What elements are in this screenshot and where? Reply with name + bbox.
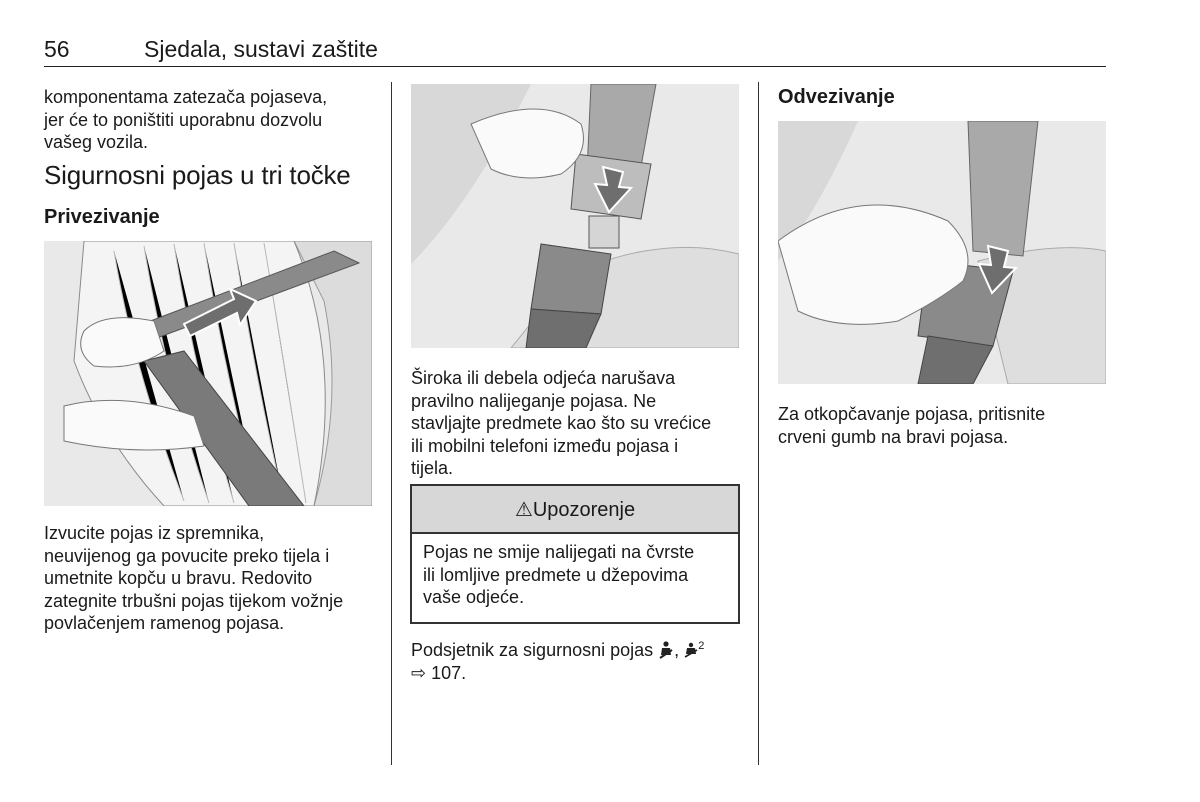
reference-page[interactable]: 107.	[431, 662, 467, 683]
text-line: umetnite kopču u bravu. Redovito	[44, 568, 313, 588]
text-line: ili lomljive predmete u džepovima	[423, 564, 689, 585]
release-buckle-illustration	[778, 121, 1106, 384]
text-line: povlačenjem ramenog pojasa.	[44, 613, 285, 633]
seatbelt-reminder-rear-icon	[684, 641, 698, 657]
text-line: stavljajte predmete kao što su vrećice	[411, 413, 712, 433]
text-line: ili mobilni telefoni između pojasa i	[411, 435, 679, 456]
intro-paragraph	[44, 86, 374, 154]
chapter-title: Sjedala, sustavi zaštite	[144, 36, 378, 62]
text-line: jer će to poništiti uporabnu dozvolu	[44, 109, 323, 130]
text-line: Izvucite pojas iz spremnika,	[44, 523, 265, 543]
warning-title: Upozorenje	[532, 499, 636, 521]
text-line: Pojas ne smije nalijegati na čvrste	[423, 542, 695, 562]
page-header	[44, 36, 1106, 67]
column-divider	[391, 82, 392, 765]
reminder-text: Podsjetnik za sigurnosni pojas	[411, 640, 654, 660]
reminder-line	[411, 635, 747, 662]
warning-triangle-icon: ⚠	[514, 499, 533, 521]
warning-body	[412, 534, 738, 609]
column-divider	[758, 82, 759, 765]
text-line: Široka ili debela odjeća narušava	[411, 368, 676, 388]
text-line: neuvijenog ga povucite preko tijela i	[44, 545, 330, 566]
page-reference[interactable]	[411, 662, 747, 685]
text-line: vaše odjeće.	[423, 587, 525, 607]
text-line: komponentama zatezača pojaseva,	[44, 87, 328, 107]
reminder-note	[411, 635, 747, 684]
warning-header	[412, 486, 738, 534]
text-line: zategnite trbušni pojas tijekom vožnje	[44, 590, 344, 611]
fasten-instructions	[44, 522, 374, 635]
text-line: tijela.	[411, 458, 454, 478]
text-line: vašeg vozila.	[44, 132, 149, 152]
text-line: Za otkopčavanje pojasa, pritisnite	[778, 404, 1046, 424]
separator: ,	[674, 640, 680, 660]
subsection-heading-fasten: Privezivanje	[44, 206, 160, 228]
section-heading: Sigurnosni pojas u tri točke	[44, 160, 351, 190]
release-instructions	[778, 403, 1108, 448]
subsection-heading-release: Odvezivanje	[778, 86, 895, 108]
clothing-note	[411, 367, 741, 480]
insert-buckle-illustration	[411, 84, 739, 348]
seatbelt-reminder-icon	[658, 641, 674, 659]
text-line: pravilno nalijeganje pojasa. Ne	[411, 390, 657, 411]
text-line: crveni gumb na bravi pojasa.	[778, 426, 1009, 447]
superscript-number: 2	[698, 640, 705, 652]
warning-box	[410, 484, 740, 624]
page-number: 56	[44, 36, 70, 62]
reference-arrow-icon: ⇨	[411, 662, 427, 683]
fasten-belt-illustration	[44, 241, 372, 506]
